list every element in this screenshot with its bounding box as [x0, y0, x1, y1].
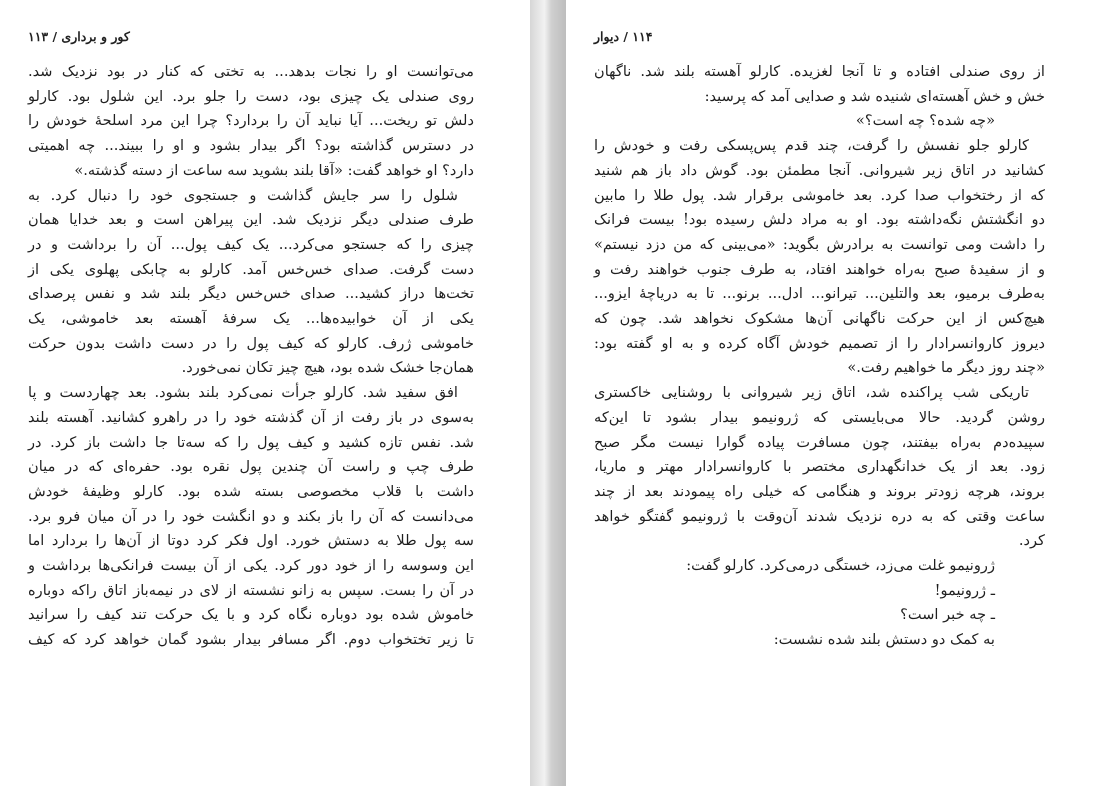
text-line: کشانید در اتاق زیر شیروانی. آنجا مطمئن بود. گوش داد باز هم شنید [594, 161, 1045, 179]
text-line: به کمک دو دستش بلند شده نشست: [773, 631, 995, 649]
text-line: تا زیر تختخواب دوم. اگر مسافر بیدار بشود گمان خواهد کرد که کیف [28, 631, 474, 649]
text-line: ساعت وقتی که به دره نزدیک شدند آن‌وقت با ژرونیمو گفتگو خواهد [594, 507, 1045, 525]
text-line: می‌توانست او را نجات بدهد... به تختی که کنار در بود نزدیک شد. [28, 63, 474, 80]
text-line: دارد؟ او خواهد گفت: «آقا بلند بشوید سه ساعت از دسته گذشته.» [74, 161, 474, 179]
text-line: دست گرفت. صدای خس‌خس آمد. کارلو به چابکی پهلوی یکی از [28, 260, 474, 278]
text-line: خاموش شده بود دوباره نگاه کرد و با یک حرکت تند کیف را سرانید [28, 606, 474, 624]
text-line: طرف صندلی دیگر نزدیک شد. این پیراهن است و بعد خدایا همان [28, 211, 474, 229]
text-line: سه پول طلا به دستش خورد. اول فکر کرد دوتا از آن‌ها را بردارد اما [28, 532, 474, 550]
text-line: این وسوسه را از خود دور کرد. یکی از آن بیست فرانکی‌ها برداشت و [28, 557, 474, 575]
text-line: که از رختخواب صدا کرد. بعد خاموشی برقرار شد. پول طلا را مابین [594, 186, 1045, 204]
text-line: خاموشی ژرف. کارلو که کیف پول را در دست داشت بدون حرکت [28, 334, 474, 352]
text-line: یکی از آن خوابیده‌ها... یک سرفهٔ آهسته بعد خاموشی، یک [28, 310, 474, 328]
text-line: داشت با قلاب مخصوصی بسته شده بود. کارلو وظیفهٔ خودش [28, 482, 474, 500]
text-line: کرد. [1018, 532, 1045, 550]
text-line: ـ ژرونیمو! [934, 581, 995, 599]
text-line: «چند روز دیگر ما خواهیم رفت.» [847, 359, 1045, 377]
text-line: تخت‌ها دراز کشید... صدای خس‌خس دیگر بلند شد و نفس پرصدای [28, 285, 474, 303]
text-line: ـ چه خبر است؟ [900, 606, 995, 624]
text-line: کارلو جلو نفسش را گرفت، چند قدم پس‌پسکی رفت و خودش را [594, 137, 1029, 155]
text-line: سپیده‌دم به‌راه بیفتند، چون مسافرت پیاده گوارا نیست مگر صبح [594, 433, 1045, 451]
text-line: به‌سوی در باز رفت از آن گذشته خود را در راهرو کشانید. آهسته بلند [28, 408, 474, 426]
page-header: کور و برداری / ۱۱۳ [28, 29, 130, 44]
text-line: در آن را بست. سپس به زانو نشسته از لای در نیمه‌باز اتاق راکه دوباره [28, 581, 474, 599]
text-line: «چه شده؟ چه است؟» [855, 112, 995, 130]
text-line: تاریکی شب پراکنده شد، اتاق زیر شیروانی با روشنایی خاکستری [594, 384, 1029, 402]
right-page [566, 0, 1101, 786]
text-line: همان‌جا خشک شده بود، هیچ چیز تکان نمی‌خورد. [181, 359, 474, 377]
text-line: ژرونیمو غلت می‌زد، خستگی درمی‌کرد. کارلو گفت: [686, 557, 995, 575]
text-line: می‌دانست که آن را باز بکند و دو انگشت خود را در آن میان فرو برد. [28, 507, 474, 525]
page-text [28, 60, 474, 653]
text-line: افق سفید شد. کارلو جرأت نمی‌کرد بلند بشود. بعد چهاردست و پا [28, 384, 458, 402]
text-line: خش و خش آهسته‌ای شنیده شد و صدایی آمد که پرسید: [704, 87, 1045, 105]
text-line: روی صندلی یک چیزی بود، دست را جلو برد. این شلول بود. کارلو [28, 87, 474, 105]
page-header: ۱۱۴ / دیوار [594, 29, 653, 44]
text-line: را داشت ومی توانست به برادرش بگوید: «می‌بینی که من دزد نیستم» [594, 235, 1045, 253]
page-text [594, 60, 1045, 653]
text-line: به‌طرف برمیو، بعد والتلین... تیرانو... ادل... برنو... تا به دریاچهٔ ایزو... [594, 285, 1045, 303]
text-line: بروند، هرچه زودتر بروند و هنگامی که خیلی راه پیمودند بعد از چند [594, 482, 1045, 500]
text-line: شلول را سر جایش گذاشت و جستجوی خود را دنبال کرد. به [28, 186, 458, 204]
text-line: طرف چپ و راست آن چندین پول نقره بود. حفره‌ای که در میان [28, 458, 474, 476]
left-page [0, 0, 530, 786]
text-line: دیروز کاروانسرادار را از تصمیم خودش آگاه کرده و به او گفته بود: [594, 334, 1045, 352]
text-line: دلش تو ریخت... آیا نباید آن را بردارد؟ چرا این مرد اسلحهٔ خودش را [28, 112, 474, 130]
book-gutter [530, 0, 566, 786]
text-line: هیچ‌کس از این حرکت ناگهانی آن‌ها مشکوک نخواهد شد. چون که [594, 310, 1045, 328]
text-line: و از سفیدهٔ صبح به‌راه خواهند افتاد، به طرف جنوب خواهند رفت و [594, 260, 1045, 278]
text-line: روشن گردید. حالا می‌بایستی که ژرونیمو بیدار بشود تا این‌که [594, 408, 1045, 426]
text-line: زود. بعد از یک خدانگهداری مختصر با کاروانسرادار مهتر و ماریا، [594, 458, 1045, 476]
text-line: از روی صندلی افتاده و تا آنجا لغزیده. کارلو آهسته بلند شد. ناگهان [594, 63, 1045, 80]
text-line: دو انگشتش نگه‌داشته بود. او به مراد دلش رسیده بود! بیست فرانک [594, 211, 1045, 229]
text-line: در دسترس گذاشته بود؟ اگر بیدار بشود و او را ببیند... چه اهمیتی [28, 137, 474, 155]
text-line: شد. نفس تازه کشید و کیف پول را که سه‌تا جا داشت باز کرد. در [28, 433, 474, 451]
text-line: چیزی را که جستجو می‌کرد... یک کیف پول... آن را برداشت و در [28, 235, 474, 253]
